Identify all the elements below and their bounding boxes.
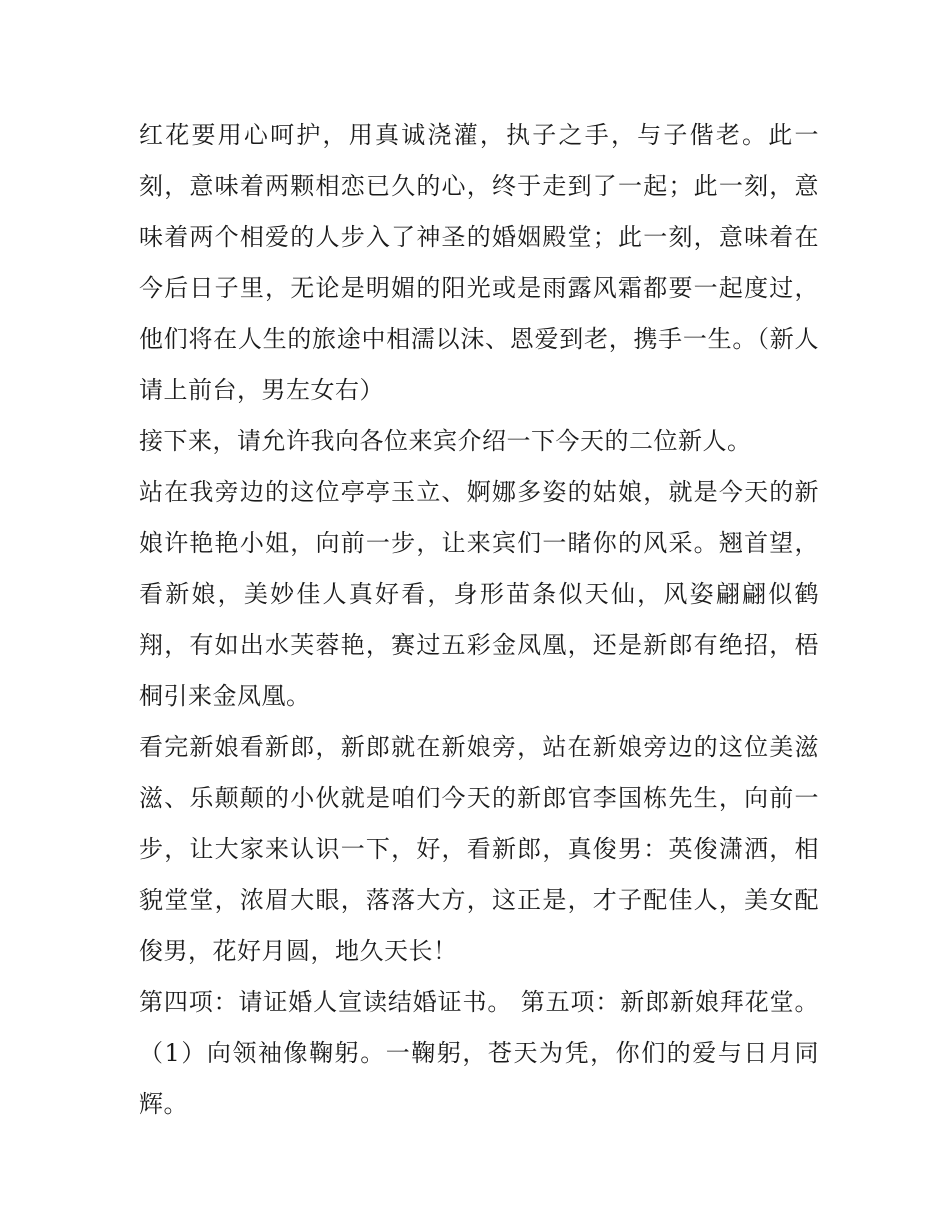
paragraph-bride: 站在我旁边的这位亭亭玉立、婀娜多姿的姑娘，就是今天的新娘许艳艳小姐，向前一步，让来宾们一睹你的风采。翘首望，看新娘，美妙佳人真好看，身形苗条似天仙，风姿翩翩似鹤翔，有如出水芙蓉艳，赛过五彩金凤凰，还是新郎有绝招，梧桐引来金凤凰。 [139, 478, 819, 710]
document-body [139, 110, 819, 1130]
paragraph-ceremony-steps: 第四项：请证婚人宣读结婚证书。 第五项：新郎新娘拜花堂。（1）向领袖像鞠躬。一鞠躬，苍天为凭，你们的爱与日月同辉。 [139, 988, 819, 1118]
paragraph-groom: 看完新娘看新郎，新郎就在新娘旁，站在新娘旁边的这位美滋滋、乐颠颠的小伙就是咱们今天的新郎官李国栋先生，向前一步，让大家来认识一下，好，看新郎，真俊男：英俊潇洒，相貌堂堂，浓眉大眼，落落大方，这正是，才子配佳人，美女配俊男，花好月圆，地久天长！ [139, 733, 819, 965]
paragraph-wedding-vows: 红花要用心呵护，用真诚浇灌，执子之手，与子偕老。此一刻，意味着两颗相恋已久的心，终于走到了一起；此一刻，意味着两个相爱的人步入了神圣的婚姻殿堂；此一刻，意味着在今后日子里，无论是明媚的阳光或是雨露风霜都要一起度过，他们将在人生的旅途中相濡以沫、恩爱到老，携手一生。（新人请上前台，男左女右） [139, 121, 819, 404]
paragraph-introduction: 接下来，请允许我向各位来宾介绍一下今天的二位新人。 [139, 427, 752, 455]
